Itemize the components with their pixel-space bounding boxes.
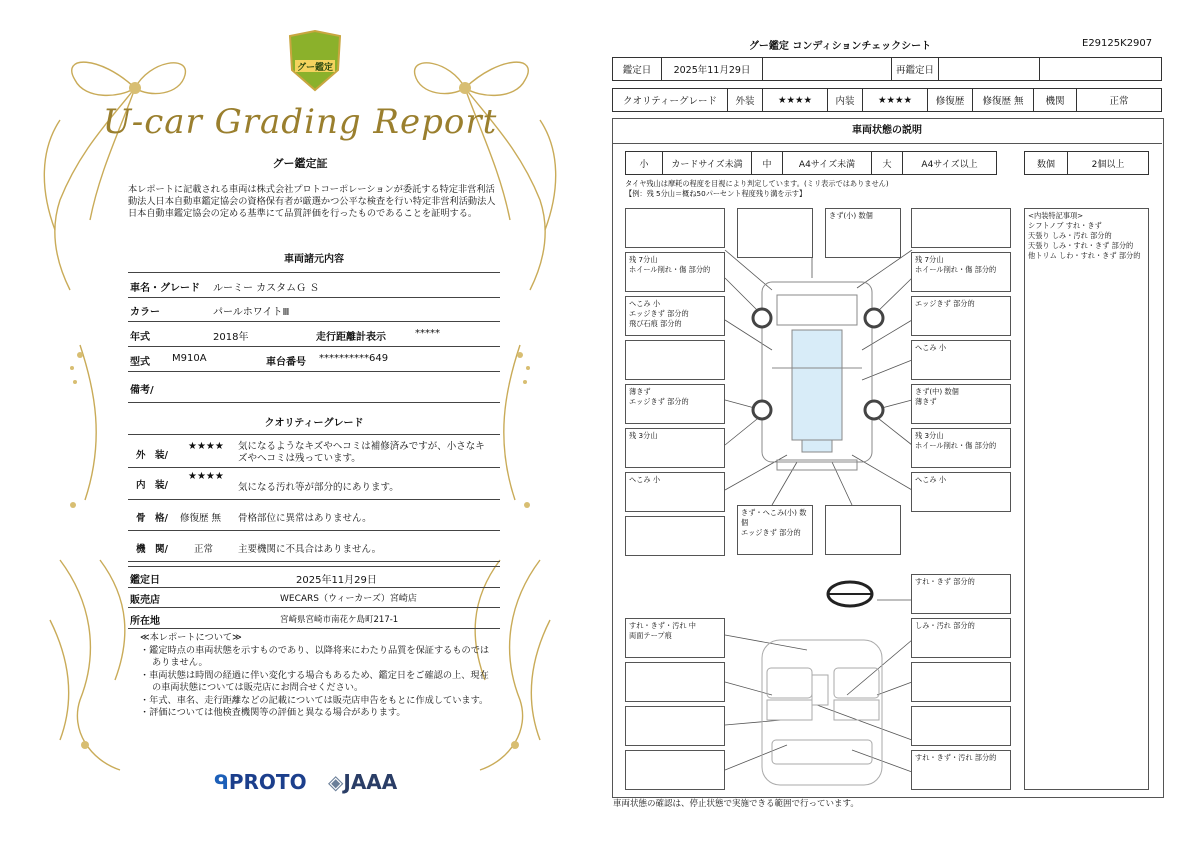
damage-box: 残 7分山 ホイール削れ・傷 部分的: [625, 252, 725, 292]
exterior-label: 外装: [728, 89, 763, 112]
damage-box: へこみ 小 エッジきず 部分的 飛び石痕 部分的: [625, 296, 725, 336]
engine-value: 正常: [1077, 89, 1162, 112]
legend-small-desc: カードサイズ未満: [663, 152, 752, 175]
sheet-title: グー鑑定 コンディションチェックシート: [748, 41, 932, 52]
damage-box: [911, 706, 1011, 746]
interior-special-notes: <内装特記事項> シフトノブ すれ・きず 天張り しみ・汚れ 部分的 天張り しみ・すれ・きず 部分的 他トリム しわ・すれ・きず 部分的: [1024, 208, 1149, 790]
note-item: ・鑑定時点の車両状態を示すものであり、以降将来にわたり品質を保証するものではありません。: [140, 644, 490, 668]
damage-box: [625, 750, 725, 790]
damage-box: [625, 208, 725, 248]
redate-label: 再鑑定日: [892, 58, 939, 81]
note-item: ・年式、車名、走行距離などの記載については販売店申告をもとに作成しています。: [140, 694, 489, 706]
exterior-text: 気になるようなキズやヘコミは補修済みですが、小さなキズやヘコミは残っています。: [238, 441, 485, 464]
damage-box: へこみ 小: [911, 340, 1011, 380]
size-legend-table: [625, 151, 997, 175]
report-notes: [140, 632, 495, 720]
model-value: M910A: [172, 353, 207, 364]
chassis-label: 車台番号: [266, 357, 306, 368]
redate-value: [939, 58, 1040, 81]
interior-stars: ★★★★: [863, 89, 928, 112]
remarks-label: 備考/: [130, 385, 154, 396]
engine-text: 主要機関に不具合はありません。: [238, 544, 382, 555]
damage-box: きず・へこみ(小) 数個 エッジきず 部分的: [737, 505, 813, 555]
damage-box: 残 7分山 ホイール削れ・傷 部分的: [911, 252, 1011, 292]
damage-box: へこみ 小: [625, 472, 725, 512]
spec-title: 車両諸元内容: [284, 254, 344, 265]
interior-stars: ★★★★: [188, 471, 224, 482]
damage-box: [625, 516, 725, 556]
exterior-stars: ★★★★: [188, 441, 224, 452]
count-legend-table: [1024, 151, 1149, 175]
interior-label: 内 装/: [136, 480, 168, 491]
legend-mid-desc: A4サイズ未満: [783, 152, 872, 175]
damage-box: 薄きず エッジきず 部分的: [625, 384, 725, 424]
sheet-footer: 車両状態の確認は、停止状態で実施できる範囲で行っています。: [613, 799, 859, 809]
legend-count-desc: 2個以上: [1068, 152, 1149, 175]
notes-title: ≪本レポートについて≫: [140, 632, 242, 643]
color-label: カラー: [130, 307, 160, 318]
damage-box: へこみ 小: [911, 472, 1011, 512]
certificate-heading: グー鑑定証: [272, 157, 328, 170]
spec-row-name: [128, 272, 500, 298]
legend-large: 大: [872, 152, 903, 175]
note-item: ・評価については他検査機関等の評価と異なる場合があります。: [140, 707, 406, 718]
damage-box: [737, 208, 813, 258]
car-top-view-icon: [762, 282, 872, 470]
date-label: 鑑定日: [613, 58, 662, 81]
spec-row-remarks: [128, 372, 500, 403]
grade-row-frame: [128, 500, 500, 531]
spec-row-model: [128, 347, 500, 372]
date-value: 2025年11月29日: [662, 58, 763, 81]
proto-mark-icon: ᑫ: [214, 770, 229, 794]
quality-label: クオリティーグレード: [613, 89, 728, 112]
jaaa-mark-icon: ◈: [328, 770, 344, 794]
proto-logo: ᑫPROTO: [214, 770, 307, 794]
damage-box: すれ・きず・汚れ 部分的: [911, 750, 1011, 790]
goo-appraisal-badge: [286, 30, 344, 92]
info-row-address: [128, 608, 500, 629]
address-value: 宮崎県宮崎市南花ケ島町217-1: [280, 615, 399, 625]
odometer-value: *****: [415, 328, 440, 339]
legend-count: 数個: [1025, 152, 1068, 175]
date-label: 鑑定日: [130, 575, 160, 586]
tire-note-2: 【例：残 5分山＝概ね50パーセント程度残り溝を示す】: [625, 189, 807, 198]
damage-box: しみ・汚れ 部分的: [911, 618, 1011, 658]
car-interior-icon: [762, 640, 882, 785]
repair-value: 修復歴 無: [973, 89, 1034, 112]
sheet-id: E29125K2907: [1082, 38, 1153, 49]
interior-label: 内装: [828, 89, 863, 112]
grade-row-interior: [128, 467, 500, 500]
damage-box: きず(小) 数個: [825, 208, 901, 258]
name-value: ルーミー カスタムＧ Ｓ: [213, 283, 320, 294]
engine-label: 機関: [1034, 89, 1077, 112]
engine-label: 機 関/: [136, 544, 168, 555]
damage-box: すれ・きず・汚れ 中 両面テープ痕: [625, 618, 725, 658]
repair-label: 修復歴: [928, 89, 973, 112]
appraisal-date-table: [612, 57, 1162, 81]
jaaa-logo: ◈JAAA: [328, 770, 398, 794]
damage-box: エッジきず 部分的: [911, 296, 1011, 336]
info-row-date: [128, 566, 500, 588]
grade-row-engine: [128, 531, 500, 562]
state-title: 車両状態の説明: [612, 119, 1162, 144]
year-value: 2018年: [213, 332, 249, 343]
shop-value: WECARS（ウィーカーズ）宮崎店: [280, 594, 417, 604]
quality-grade-table: [612, 88, 1162, 112]
year-label: 年式: [130, 332, 150, 343]
engine-value: 正常: [194, 544, 214, 555]
legend-large-desc: A4サイズ以上: [903, 152, 997, 175]
damage-box: 残 3分山 ホイール削れ・傷 部分的: [911, 428, 1011, 468]
damage-box: [625, 662, 725, 702]
model-label: 型式: [130, 357, 150, 368]
blank-cell: [1040, 58, 1162, 81]
damage-box: 残 3分山: [625, 428, 725, 468]
exterior-stars: ★★★★: [763, 89, 828, 112]
grade-title: クオリティーグレード: [264, 418, 364, 429]
odometer-label: 走行距離計表示: [316, 332, 386, 343]
certificate-intro: 本レポートに記載される車両は株式会社プロトコーポレーションが委託する特定非営利活動法人日本自動車鑑定協会の資格保有者が厳選かつ公平な検査を行い特定非営利活動法人日本自動車鑑定協会の定める基準にて品質評価を行ったものであることを証明する。: [128, 184, 496, 220]
tire-note-1: タイヤ残山は摩耗の程度を目視により判定しています。(ミリ表示ではありません): [625, 179, 889, 188]
chassis-value: **********649: [319, 353, 389, 364]
steering-wheel-icon: [828, 582, 872, 606]
shop-label: 販売店: [130, 595, 160, 606]
damage-box: すれ・きず 部分的: [911, 574, 1011, 614]
legend-small: 小: [626, 152, 663, 175]
spec-row-color: [128, 297, 500, 322]
interior-text: 気になる汚れ等が部分的にあります。: [238, 482, 399, 493]
spec-row-year: [128, 322, 500, 347]
damage-box: [825, 505, 901, 555]
damage-box: [625, 340, 725, 380]
color-value: パールホワイトⅢ: [213, 307, 290, 318]
frame-label: 骨 格/: [136, 513, 168, 524]
damage-box: [911, 662, 1011, 702]
damage-box: [625, 706, 725, 746]
date-value: 2025年11月29日: [296, 575, 377, 586]
info-row-shop: [128, 587, 500, 608]
note-item: ・車両状態は時間の経過に伴い変化する場合もあるため、鑑定日をご確認の上、現在の車両状態については販売店にお問合せください。: [140, 669, 489, 693]
address-label: 所在地: [130, 616, 160, 627]
damage-box: [911, 208, 1011, 248]
exterior-label: 外 装/: [136, 450, 168, 461]
frame-value: 修復歴 無: [180, 513, 222, 524]
badge-text: グー鑑定: [296, 63, 333, 73]
damage-box: きず(中) 数個 薄きず: [911, 384, 1011, 424]
report-script-title: U-car Grading Report: [102, 102, 498, 142]
legend-mid: 中: [752, 152, 783, 175]
name-label: 車名・グレード: [130, 283, 200, 294]
frame-text: 骨格部位に異常はありません。: [238, 513, 372, 524]
blank-cell: [763, 58, 892, 81]
grade-row-exterior: [128, 434, 500, 468]
